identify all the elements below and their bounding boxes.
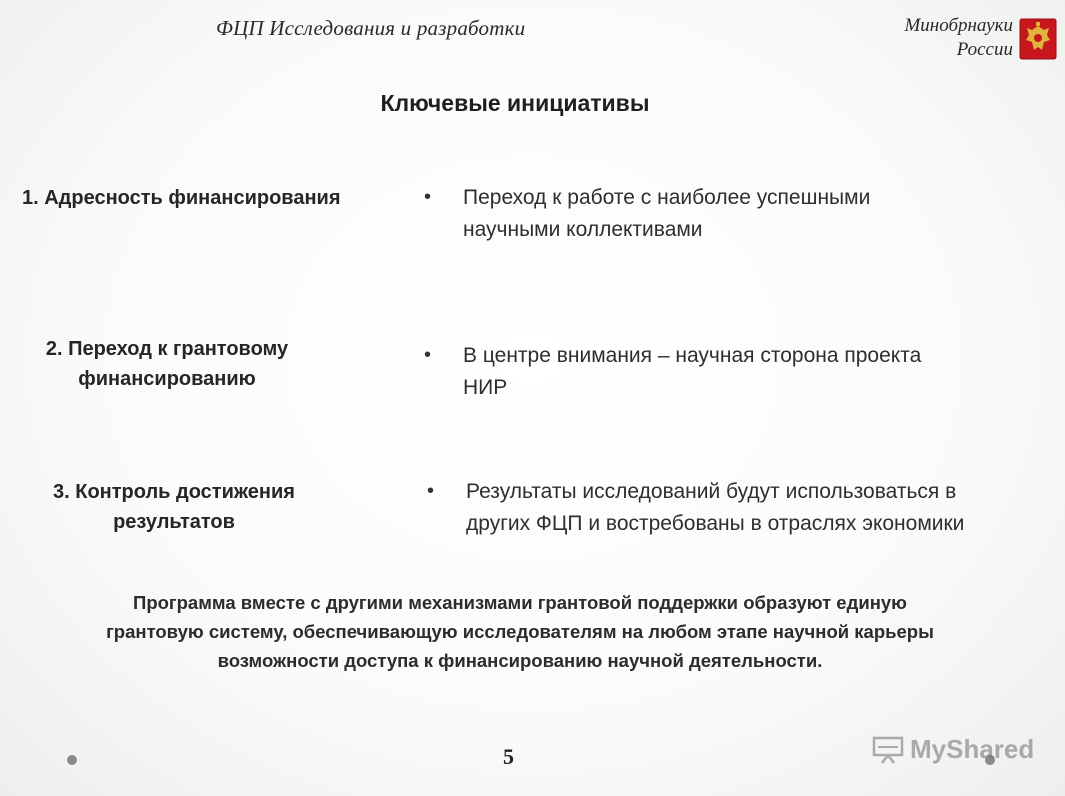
initiative-2-title-line1: 2. Переход к грантовому (45, 338, 289, 360)
initiative-2-description (463, 340, 921, 404)
slide-title: Ключевые инициативы (380, 90, 650, 116)
initiative-2-title (22, 334, 312, 394)
initiative-1-title (22, 183, 394, 213)
program-title: ФЦП Исследования и разработки (216, 16, 526, 40)
initiative-2-desc-line2: НИР (463, 376, 508, 399)
initiative-3-desc-line1: Результаты исследований будут использоваться в (466, 480, 957, 503)
initiative-2-title-line2: финансированию (78, 368, 256, 390)
ministry-label (904, 14, 1013, 62)
summary-line-2: грантовую систему, обеспечивающую исследователям на любом этапе научной карьеры (106, 621, 934, 642)
initiative-1-desc-line1: Переход к работе с наиболее успешными (463, 186, 871, 209)
watermark (872, 734, 1034, 765)
decorative-dot-left (67, 755, 77, 765)
initiative-1-bullet: • (424, 186, 432, 208)
initiative-3-bullet: • (427, 480, 435, 502)
initiative-1-desc-line2: научными коллективами (463, 218, 703, 241)
summary-line-1: Программа вместе с другими механизмами грантовой поддержки образуют единую (133, 592, 907, 613)
page-number: 5 (503, 744, 514, 769)
initiative-1-title-line1: 1. Адресность финансирования (22, 187, 341, 209)
presentation-board-icon (872, 735, 906, 765)
initiative-3-desc-line2: других ФЦП и востребованы в отраслях экономики (466, 512, 965, 535)
initiative-2-desc-line1: В центре внимания – научная сторона проекта (463, 344, 922, 367)
watermark-text: MyShared (910, 734, 1035, 764)
initiative-3-title-line2: результатов (113, 511, 235, 533)
summary-text (20, 588, 1020, 675)
summary-line-3: возможности доступа к финансированию научной деятельности. (217, 650, 823, 671)
initiative-3-title (26, 477, 322, 537)
russian-coat-of-arms-icon (1019, 18, 1057, 60)
initiative-1-description (463, 182, 870, 246)
initiative-3-title-line1: 3. Контроль достижения (53, 481, 295, 503)
initiative-3-description (466, 476, 964, 540)
ministry-line-1: Минобрнауки (904, 15, 1013, 36)
initiative-2-bullet: • (424, 344, 432, 366)
ministry-line-2: России (956, 39, 1013, 60)
